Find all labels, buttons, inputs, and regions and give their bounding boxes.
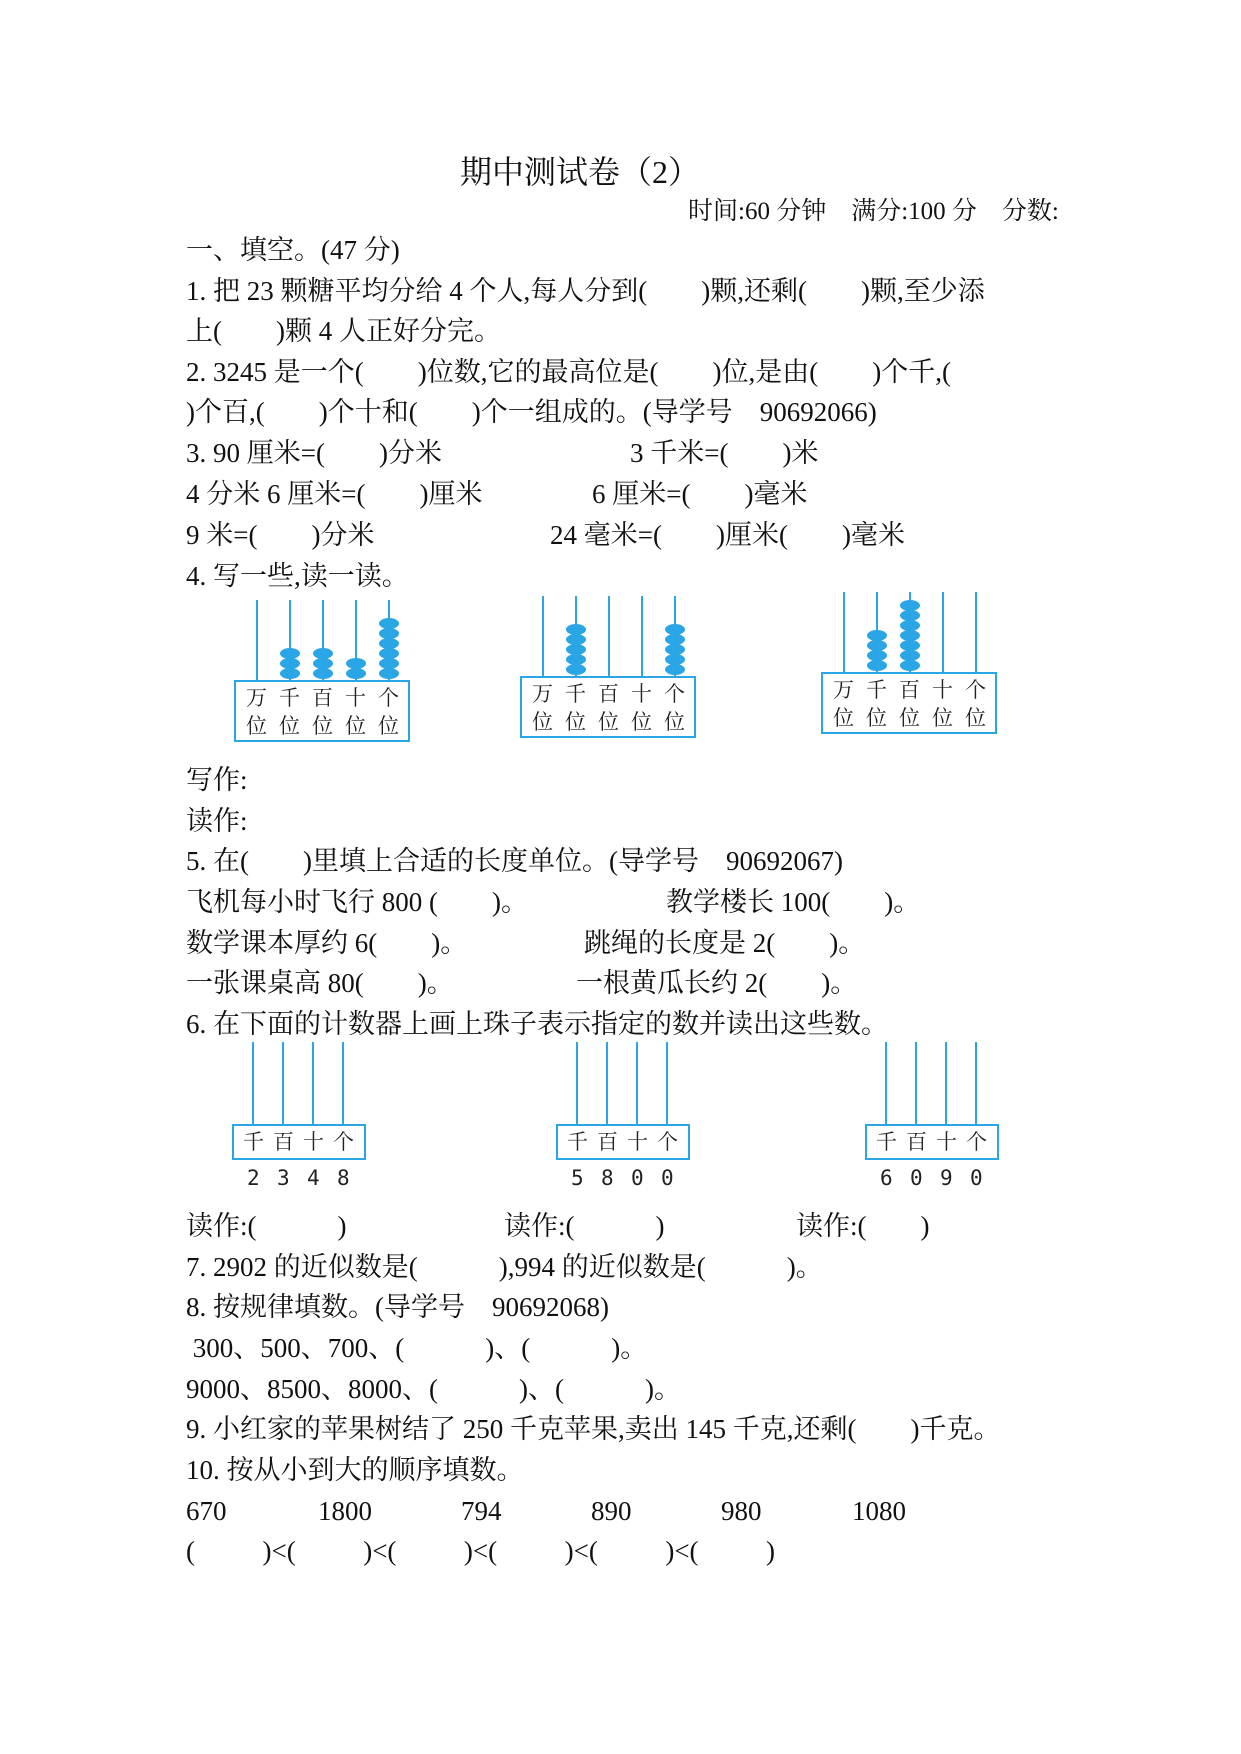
q3-a: 3. 90 厘米=( )分米 (186, 438, 442, 468)
counter-digit: 5 (571, 1166, 584, 1190)
counter-rod (282, 1042, 284, 1124)
counter-digit: 6 (880, 1166, 893, 1190)
abacus-place-label: 位 (899, 706, 920, 730)
q9-text: 9. 小红家的苹果树结了 250 千克苹果,卖出 145 千克,还剩( )千克。 (186, 1414, 1001, 1444)
counter-rod (885, 1042, 887, 1124)
abacus-place-label: 千 (565, 682, 586, 706)
abacus-bead (665, 644, 685, 655)
q5-a: 飞机每小时飞行 800 ( )。 (186, 887, 528, 917)
abacus-place-label: 十 (932, 678, 953, 702)
abacus-rod (256, 600, 258, 680)
q10-num-3: 890 (591, 1496, 632, 1526)
counter-digit: 4 (307, 1166, 320, 1190)
counter-place-label: 个 (966, 1130, 987, 1154)
abacus-bead (280, 658, 300, 669)
abacus-rod (641, 596, 643, 676)
q10-num-0: 670 (186, 1496, 227, 1526)
abacus-place-label: 个 (378, 686, 399, 710)
counter-place-label: 个 (333, 1130, 354, 1154)
abacus-place-label: 十 (345, 686, 366, 710)
write-label: 写作: (186, 765, 248, 795)
abacus-place-label: 位 (532, 710, 553, 734)
q8-seq1: 300、500、700、( )、( )。 (186, 1333, 648, 1363)
q3-f: 24 毫米=( )厘米( )毫米 (550, 520, 905, 550)
abacus-place-label: 万 (246, 686, 267, 710)
counter-rod (915, 1042, 917, 1124)
abacus-place-label: 十 (631, 682, 652, 706)
abacus-bead (867, 630, 887, 641)
abacus-place-label: 万 (532, 682, 553, 706)
abacus-bead (566, 634, 586, 645)
abacus-place-label: 百 (598, 682, 619, 706)
counter-digit: 0 (661, 1166, 674, 1190)
counter-digit: 0 (910, 1166, 923, 1190)
counter-place-label: 百 (273, 1130, 294, 1154)
abacus-bead (313, 658, 333, 669)
abacus-bead (379, 658, 399, 669)
q1-line1: 1. 把 23 颗糖平均分给 4 个人,每人分到( )颗,还剩( )颗,至少添 (186, 276, 985, 306)
q5-d: 跳绳的长度是 2( )。 (584, 928, 866, 958)
q6-read-b: 读作:( ) (504, 1211, 665, 1241)
counter-digit: 2 (247, 1166, 260, 1190)
q5-f: 一根黄瓜长约 2( )。 (576, 968, 858, 998)
abacus-place-label: 位 (565, 710, 586, 734)
counter-rod (576, 1042, 578, 1124)
abacus-place-label: 个 (664, 682, 685, 706)
q3-e: 9 米=( )分米 (186, 520, 375, 550)
abacus-bead (900, 660, 920, 671)
abacus-bead (665, 664, 685, 675)
q6-heading: 6. 在下面的计数器上画上珠子表示指定的数并读出这些数。 (186, 1009, 888, 1039)
counter-place-label: 十 (627, 1130, 648, 1154)
abacus-2 (522, 596, 698, 741)
counter-rod (342, 1042, 344, 1124)
abacus-place-label: 位 (965, 706, 986, 730)
abacus-place-label: 百 (312, 686, 333, 710)
abacus-rod (542, 596, 544, 676)
abacus-bead (867, 640, 887, 651)
counter-place-label: 个 (657, 1130, 678, 1154)
counter-place-label: 百 (906, 1130, 927, 1154)
counter-place-label: 千 (567, 1130, 588, 1154)
abacus-1 (236, 600, 412, 745)
abacus-bead (346, 658, 366, 669)
q2-line1: 2. 3245 是一个( )位数,它的最高位是( )位,是由( )个千,( (186, 357, 951, 387)
counter-digit: 0 (970, 1166, 983, 1190)
abacus-place-label: 位 (345, 714, 366, 738)
abacus-rod (942, 592, 944, 672)
q4-heading: 4. 写一些,读一读。 (186, 561, 409, 591)
abacus-rod (975, 592, 977, 672)
abacus-bead (900, 630, 920, 641)
abacus-bead (665, 634, 685, 645)
q8-seq2: 9000、8500、8000、( )、( )。 (186, 1374, 681, 1404)
abacus-bead (900, 650, 920, 661)
counter-rod (312, 1042, 314, 1124)
counter-rod (666, 1042, 668, 1124)
counter-digit: 3 (277, 1166, 290, 1190)
abacus-bead (346, 668, 366, 679)
abacus-bead (379, 648, 399, 659)
counter-rod (252, 1042, 254, 1124)
abacus-bead (280, 648, 300, 659)
abacus-bead (280, 668, 300, 679)
abacus-place-label: 位 (378, 714, 399, 738)
abacus-bead (867, 660, 887, 671)
abacus-bead (900, 620, 920, 631)
q6-read-c: 读作:( ) (796, 1211, 930, 1241)
abacus-bead (379, 668, 399, 679)
q10-num-5: 1080 (852, 1496, 906, 1526)
q3-b: 3 千米=( )米 (630, 438, 819, 468)
abacus-place-label: 位 (866, 706, 887, 730)
q10-num-4: 980 (721, 1496, 762, 1526)
counter-rod (975, 1042, 977, 1124)
abacus-bead (867, 650, 887, 661)
abacus-rod (843, 592, 845, 672)
counter-place-label: 千 (243, 1130, 264, 1154)
counter-digit: 8 (601, 1166, 614, 1190)
q5-b: 教学楼长 100( )。 (666, 887, 921, 917)
q10-heading: 10. 按从小到大的顺序填数。 (186, 1455, 524, 1485)
abacus-bead (900, 610, 920, 621)
abacus-place-label: 千 (866, 678, 887, 702)
q10-num-2: 794 (461, 1496, 502, 1526)
q1-line2: 上( )颗 4 人正好分完。 (186, 316, 501, 346)
abacus-rod (608, 596, 610, 676)
abacus-bead (379, 638, 399, 649)
counter-digit: 0 (631, 1166, 644, 1190)
abacus-bead (900, 600, 920, 611)
counter-digit: 9 (940, 1166, 953, 1190)
abacus-bead (379, 628, 399, 639)
q10-blanks: ( )<( )<( )<( )<( )<( ) (186, 1536, 776, 1566)
abacus-place-label: 位 (246, 714, 267, 738)
counter-place-label: 千 (876, 1130, 897, 1154)
counter-rod (945, 1042, 947, 1124)
abacus-bead (313, 668, 333, 679)
abacus-3 (823, 592, 999, 737)
counter-place-label: 十 (303, 1130, 324, 1154)
abacus-place-label: 个 (965, 678, 986, 702)
read-label: 读作: (186, 806, 248, 836)
abacus-bead (665, 654, 685, 665)
exam-meta: 时间:60 分钟 满分:100 分 分数: (688, 198, 1059, 225)
abacus-place-label: 位 (932, 706, 953, 730)
abacus-place-label: 千 (279, 686, 300, 710)
abacus-bead (566, 664, 586, 675)
abacus-place-label: 位 (664, 710, 685, 734)
abacus-place-label: 位 (598, 710, 619, 734)
q5-heading: 5. 在( )里填上合适的长度单位。(导学号 90692067) (186, 846, 843, 876)
q5-e: 一张课桌高 80( )。 (186, 968, 454, 998)
q7-text: 7. 2902 的近似数是( ),994 的近似数是( )。 (186, 1252, 823, 1282)
page-title: 期中测试卷（2） (459, 154, 700, 190)
abacus-place-label: 百 (899, 678, 920, 702)
section-heading: 一、填空。(47 分) (186, 235, 400, 265)
abacus-bead (900, 640, 920, 651)
abacus-place-label: 位 (833, 706, 854, 730)
q2-line2: )个百,( )个十和( )个一组成的。(导学号 90692066) (186, 397, 877, 427)
abacus-place-label: 万 (833, 678, 854, 702)
q3-c: 4 分米 6 厘米=( )厘米 (186, 479, 483, 509)
counter-rod (606, 1042, 608, 1124)
q10-num-1: 1800 (318, 1496, 372, 1526)
abacus-place-label: 位 (631, 710, 652, 734)
abacus-bead (379, 618, 399, 629)
abacus-place-label: 位 (312, 714, 333, 738)
q3-d: 6 厘米=( )毫米 (592, 479, 808, 509)
counter-place-label: 百 (597, 1130, 618, 1154)
counter-rod (636, 1042, 638, 1124)
counter-place-label: 十 (936, 1130, 957, 1154)
abacus-bead (566, 644, 586, 655)
counter-1 (232, 1042, 366, 1190)
abacus-bead (566, 624, 586, 635)
abacus-bead (665, 624, 685, 635)
counter-digit: 8 (337, 1166, 350, 1190)
q6-read-a: 读作:( ) (186, 1211, 347, 1241)
q5-c: 数学课本厚约 6( )。 (186, 928, 468, 958)
abacus-place-label: 位 (279, 714, 300, 738)
abacus-bead (566, 654, 586, 665)
q8-heading: 8. 按规律填数。(导学号 90692068) (186, 1292, 609, 1322)
counter-2 (556, 1042, 690, 1190)
abacus-bead (313, 648, 333, 659)
counter-3 (865, 1042, 999, 1190)
